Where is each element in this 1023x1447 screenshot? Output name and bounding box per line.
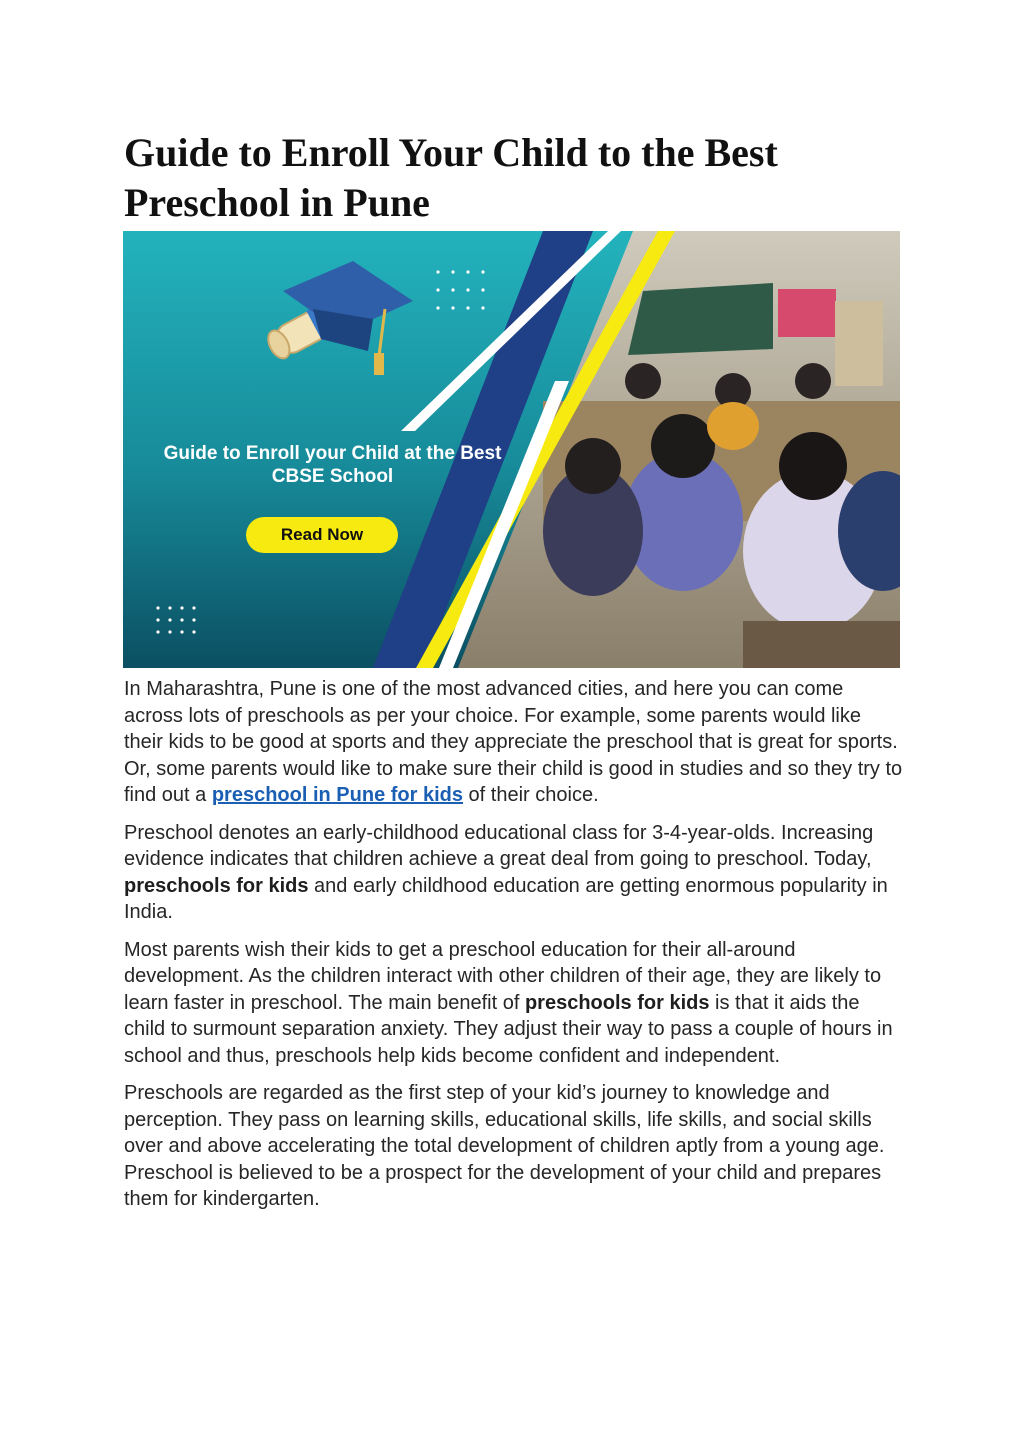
read-now-button[interactable]: Read Now: [246, 517, 398, 553]
chalkboard: [628, 283, 773, 355]
paragraph-4: [124, 1080, 904, 1213]
preschool-in-pune-link[interactable]: preschool in Pune for kids: [211, 784, 463, 806]
paragraph-text: In Maharashtra, Pune is one of the most advanced cities, and here you can come across lots of preschools as per your choice. For example, some parents would like their kids to be good at sports and they appreciate the preschool that is great for sports. Or, some parents would like to make sure their child is good in studies and so they try to find out a: [124, 678, 903, 806]
bold-keyword: preschools for kids: [524, 991, 710, 1014]
paragraph-text: and early childhood education are getting enormous popularity in India.: [124, 874, 888, 923]
wall-poster: [778, 289, 836, 337]
bold-keyword: preschools for kids: [124, 874, 309, 897]
banner-heading: Guide to Enroll your Child at the Best CBSE School: [163, 443, 502, 487]
paragraph-text: is that it aids the child to surmount separation anxiety. They adjust their way to pass a couple of hours in school and thus, preschools help kids become confident and independent.: [124, 991, 893, 1067]
paragraph-text: Preschool denotes an early-childhood educational class for 3-4-year-olds. Increasing evidence indicates that children achieve a great deal from going to preschool. Today,: [124, 821, 874, 870]
paragraph-2: [124, 820, 904, 926]
paragraph-text: of their choice.: [463, 784, 599, 806]
shelf: [835, 301, 883, 386]
paragraph-1: [124, 676, 904, 809]
article-body: [124, 676, 904, 1224]
article-title: Guide to Enroll Your Child to the Best Preschool in Pune: [124, 130, 778, 225]
paragraph-text: Most parents wish their kids to get a preschool education for their all-around development. As the children interact with other children of their age, they are likely to learn faster in preschool. The main benefit of: [124, 938, 882, 1014]
article-banner-image: [123, 231, 900, 668]
paragraph-text: Preschools are regarded as the first step of your kid’s journey to knowledge and perception. They pass on learning skills, educational skills, life skills, and social skills over and above accelerating the total development of children aptly from a young age. Preschool is believed to be a prospect for the development of your child and prepares them for kindergarten.: [124, 1082, 885, 1210]
paragraph-3: [124, 937, 904, 1070]
